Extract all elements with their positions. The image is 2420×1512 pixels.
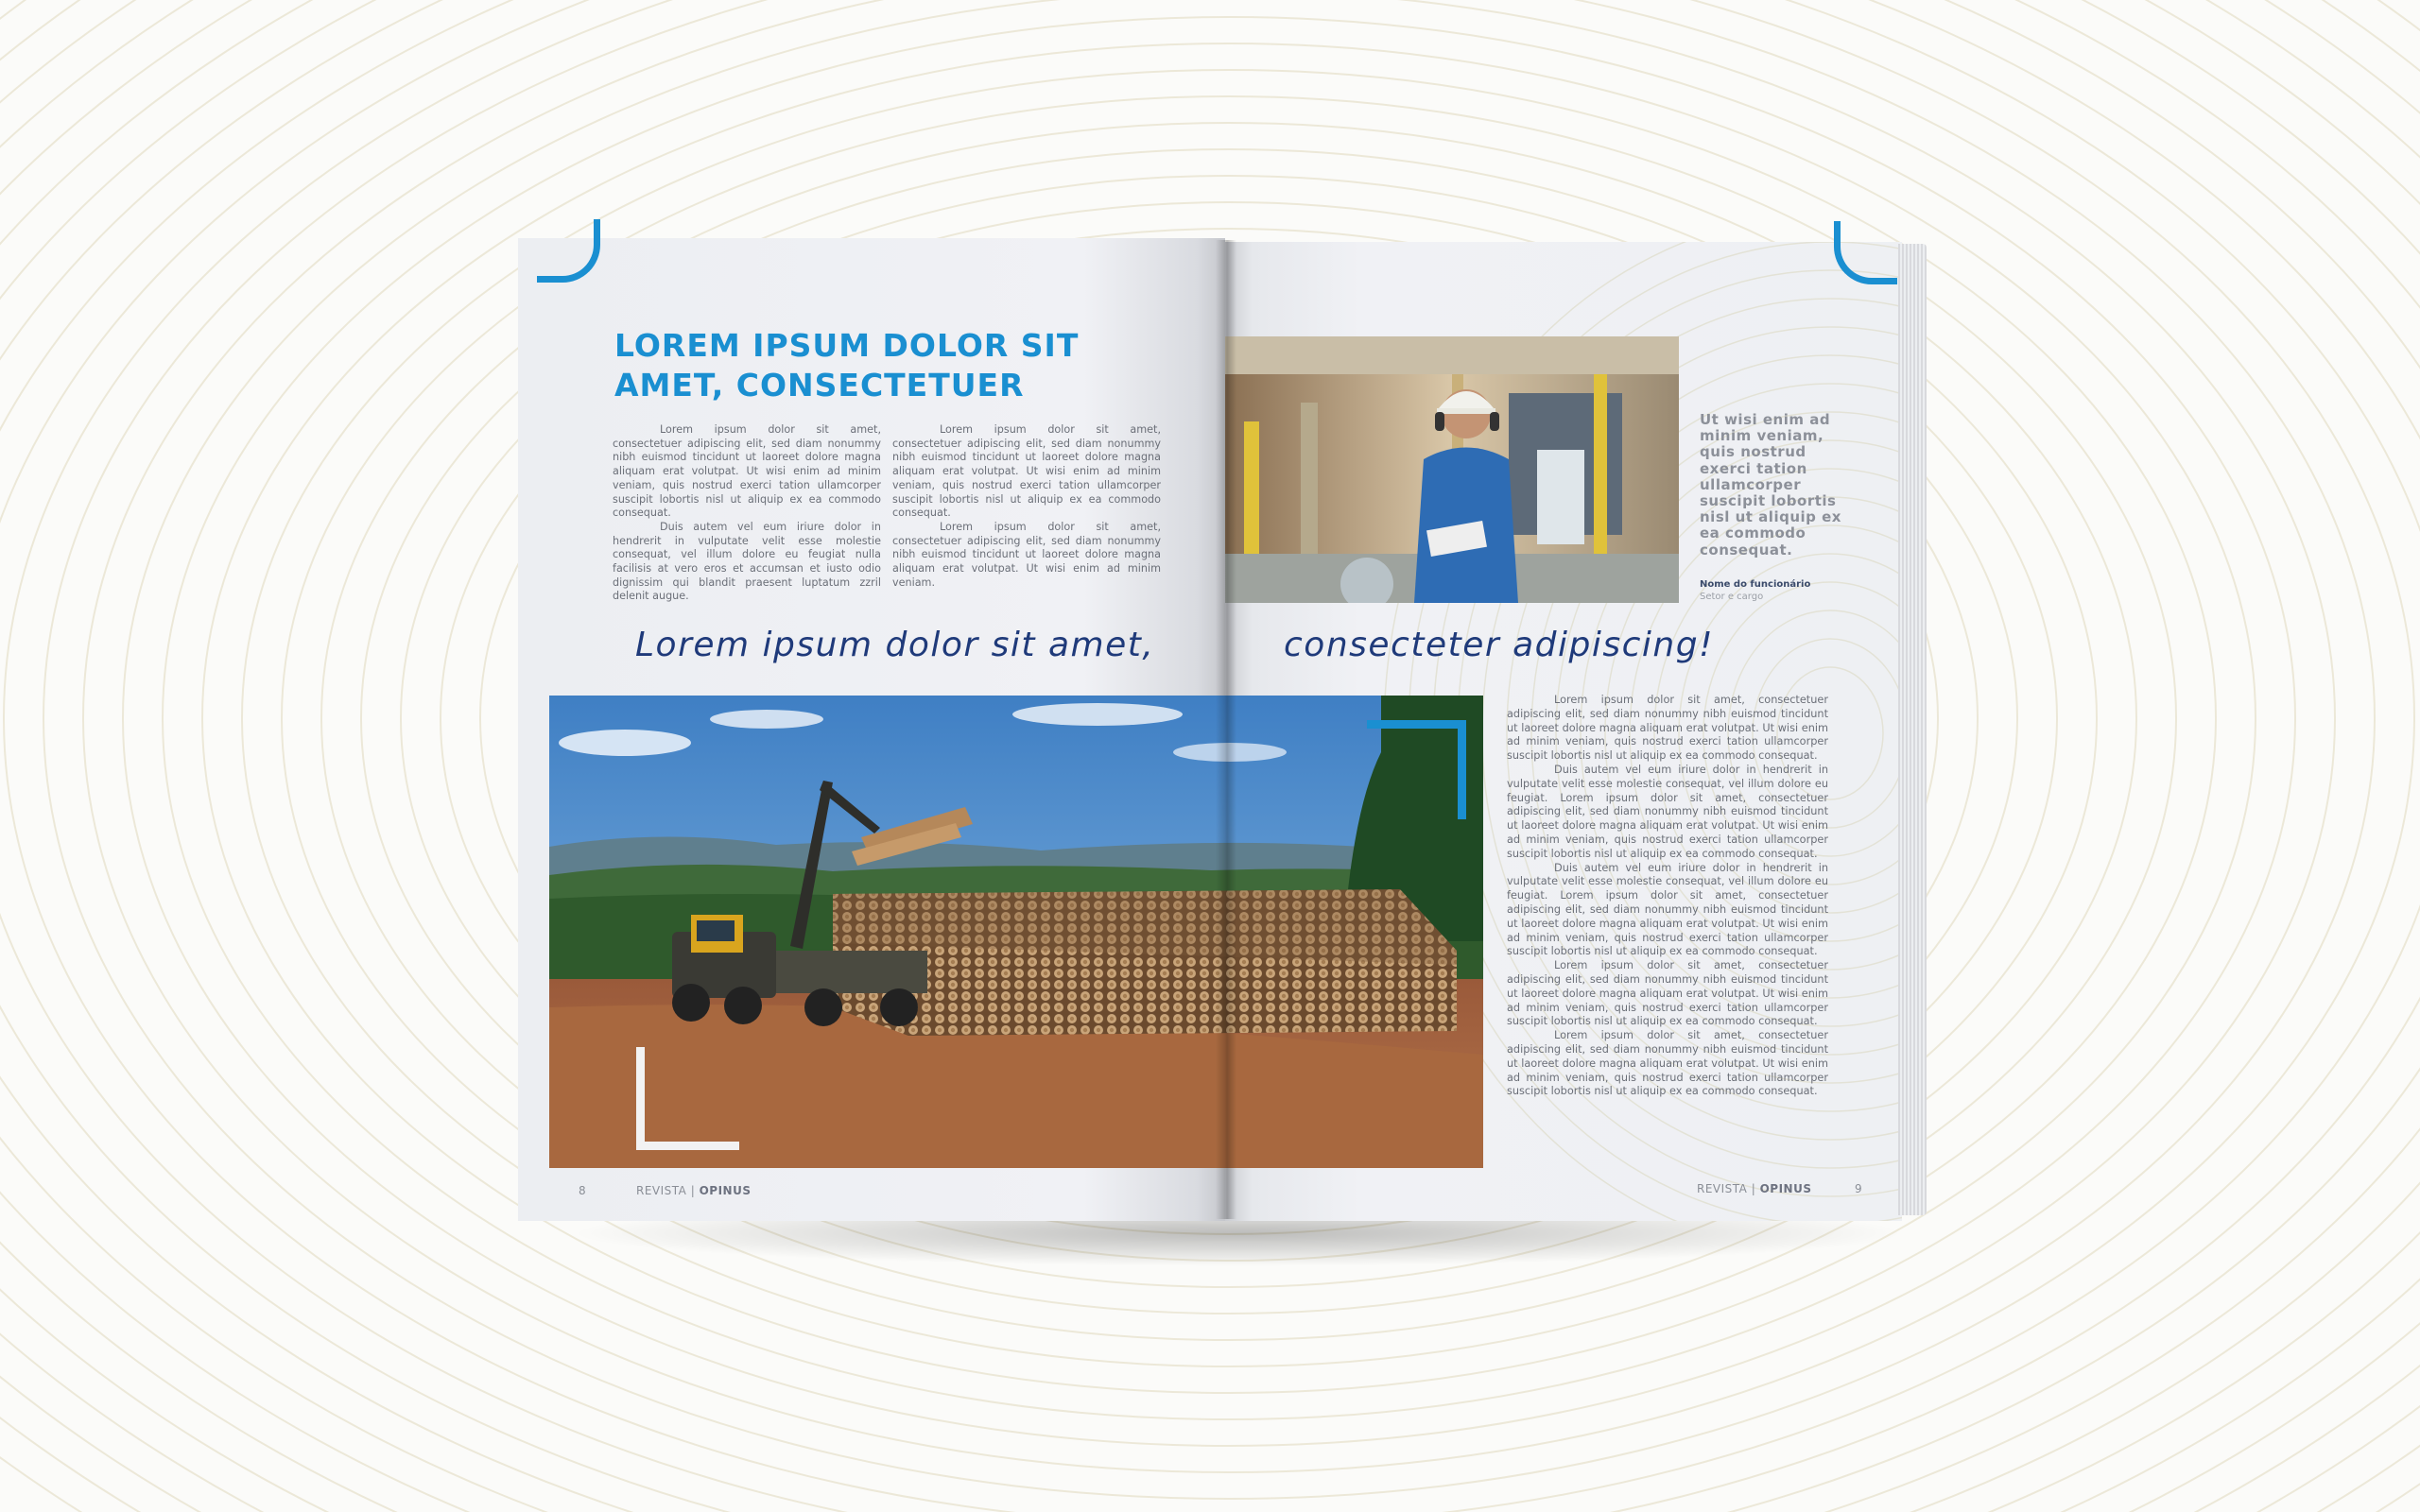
side-pull-quote: Ut wisi enim ad minim veniam, quis nostrud exerci tation ullamcorper suscipit lobortis nisl ut aliquip ex ea commodo consequat.: [1700, 411, 1841, 558]
paragraph: Lorem ipsum dolor sit amet, consectetuer adipiscing elit, sed diam nonummy nibh euismod tincidunt ut laoreet dolore magna aliquam erat volutpat. Ut wisi enim ad minim veniam.: [892, 520, 1161, 589]
photo-caption-name: Nome do funcionário: [1700, 579, 1811, 590]
paragraph: Lorem ipsum dolor sit amet, consectetuer adipiscing elit, sed diam nonummy nibh euismod tincidunt ut laoreet dolore magna aliquam erat volutpat. Ut wisi enim ad minim veniam, quis nostrud exerci tation ullamcorper suscipit lobortis nisl ut aliquip ex ea commodo consequat.: [892, 423, 1161, 520]
bracket-ornament-bottom-left: [636, 1047, 739, 1150]
body-column-1: [613, 423, 881, 604]
page-number-left: 8: [579, 1184, 586, 1197]
photo-caption-role: Setor e cargo: [1700, 592, 1764, 602]
pull-quote-left: Lorem ipsum dolor sit amet,: [635, 626, 1155, 664]
footer-prefix: REVISTA |: [1697, 1182, 1756, 1195]
paragraph: Duis autem vel eum iriure dolor in hendrerit in vulputate velit esse molestie consequat, vel illum dolore eu feugiat nulla facilisis at vero eros et accumsan et iusto odio dignissim qui blandit praesent luptatum zzril delenit augue.: [613, 520, 881, 603]
pull-quote-right: consecteter adipiscing!: [1284, 626, 1715, 664]
paragraph: Lorem ipsum dolor sit amet, consectetuer adipiscing elit, sed diam nonummy nibh euismod tincidunt ut laoreet dolore magna aliquam erat volutpat. Ut wisi enim ad minim veniam, quis nostrud exerci tation ullamcorper suscipit lobortis nisl ut aliquip ex ea commodo consequat.: [1507, 1029, 1828, 1098]
paragraph: Duis autem vel eum iriure dolor in hendrerit in vulputate velit esse molestie consequat, vel illum dolore eu feugiat. Lorem ipsum dolor sit amet, consectetuer adipiscing elit, sed diam nonummy nibh euismod tincidunt ut laoreet dolore magna aliquam erat volutpat. Ut wisi enim ad minim veniam, quis nostrud exerci tation ullamcorper suscipit lobortis nisl ut aliquip ex ea commodo consequat.: [1507, 763, 1828, 860]
running-footer-left: [636, 1184, 751, 1197]
paragraph: Lorem ipsum dolor sit amet, consectetuer adipiscing elit, sed diam nonummy nibh euismod tincidunt ut laoreet dolore magna aliquam erat volutpat. Ut wisi enim ad minim veniam, quis nostrud exerci tation ullamcorper suscipit lobortis nisl ut aliquip ex ea commodo consequat.: [1507, 959, 1828, 1028]
body-column-3: [1507, 694, 1828, 1099]
page-stack-edge: [1898, 244, 1927, 1215]
bracket-ornament-top-right: [1367, 720, 1466, 819]
footer-brand: OPINUS: [1759, 1182, 1812, 1195]
body-column-2: [892, 423, 1161, 590]
footer-brand: OPINUS: [699, 1184, 752, 1197]
worker-photo: [1225, 336, 1679, 603]
page-number-right: 9: [1855, 1182, 1862, 1195]
article-headline: LOREM IPSUM DOLOR SIT AMET, CONSECTETUER: [614, 327, 1080, 404]
paragraph: Lorem ipsum dolor sit amet, consectetuer adipiscing elit, sed diam nonummy nibh euismod tincidunt ut laoreet dolore magna aliquam erat volutpat. Ut wisi enim ad minim veniam, quis nostrud exerci tation ullamcorper suscipit lobortis nisl ut aliquip ex ea commodo consequat.: [613, 423, 881, 520]
spine-gutter: [1216, 240, 1236, 1219]
running-footer-right: [1697, 1182, 1811, 1195]
footer-prefix: REVISTA |: [636, 1184, 696, 1197]
paragraph: Duis autem vel eum iriure dolor in hendrerit in vulputate velit esse molestie consequat, vel illum dolore eu feugiat. Lorem ipsum dolor sit amet, consectetuer adipiscing elit, sed diam nonummy nibh euismod tincidunt ut laoreet dolore magna aliquam erat volutpat. Ut wisi enim ad minim veniam, quis nostrud exerci tation ullamcorper suscipit lobortis nisl ut aliquip ex ea commodo consequat.: [1507, 861, 1828, 958]
paragraph: Lorem ipsum dolor sit amet, consectetuer adipiscing elit, sed diam nonummy nibh euismod tincidunt ut laoreet dolore magna aliquam erat volutpat. Ut wisi enim ad minim veniam, quis nostrud exerci tation ullamcorper suscipit lobortis nisl ut aliquip ex ea commodo consequat.: [1507, 694, 1828, 763]
